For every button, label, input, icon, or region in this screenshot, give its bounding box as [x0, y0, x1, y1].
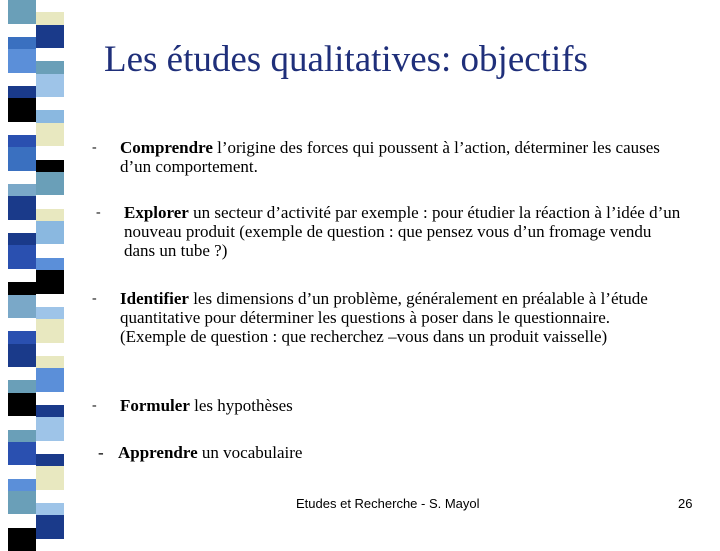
bullet-dash: -	[96, 205, 101, 220]
bullet-rest: les dimensions d’un problème, généralement en préalable à l’étude quantitative pour déterminer les questions à poser dans le questionnaire. (Exemple de question : que recherchez –vous dans un produit vaisselle)	[120, 289, 648, 346]
strip-block	[8, 147, 36, 171]
strip-block	[36, 221, 64, 245]
bullet-keyword: Explorer	[124, 203, 189, 222]
strip-block	[36, 172, 64, 196]
bullet-dash: -	[92, 140, 97, 155]
strip-block	[8, 49, 36, 73]
bullet-text	[124, 203, 684, 260]
strip-block	[36, 515, 64, 539]
strip-block	[8, 344, 36, 368]
footer-text: Etudes et Recherche - S. Mayol	[296, 496, 480, 511]
strip-block	[8, 393, 36, 417]
bullet-keyword: Identifier	[120, 289, 189, 308]
bullet-keyword: Formuler	[120, 396, 190, 415]
page-number: 26	[678, 496, 693, 511]
decorative-color-strip	[0, 0, 70, 540]
strip-block	[36, 270, 64, 294]
strip-block	[36, 319, 64, 343]
strip-block	[8, 98, 36, 122]
bullet-text	[118, 443, 678, 462]
bullet-keyword: Apprendre	[118, 443, 198, 462]
bullet-dash: -	[98, 443, 104, 462]
slide-title: Les études qualitatives: objectifs	[104, 39, 588, 80]
strip-block	[36, 74, 64, 98]
strip-block	[8, 442, 36, 466]
bullet-rest: un vocabulaire	[197, 443, 303, 462]
strip-block	[36, 123, 64, 147]
strip-block	[36, 25, 64, 49]
bullet-rest: les hypothèses	[189, 396, 293, 415]
strip-block	[8, 491, 36, 515]
bullet-dash: -	[92, 291, 97, 306]
strip-block	[8, 528, 36, 551]
bullet-text	[120, 396, 680, 415]
strip-block	[8, 245, 36, 269]
bullet-dash: -	[92, 398, 97, 413]
bullet-text	[120, 138, 680, 176]
strip-block	[36, 417, 64, 441]
bullet-rest: un secteur d’activité par exemple : pour étudier la réaction à l’idée d’un nouveau produit (exemple de question : que pensez vous d’un fromage vendu dans un tube ?)	[124, 203, 681, 260]
bullet-keyword: Comprendre	[120, 138, 213, 157]
strip-block	[36, 368, 64, 392]
strip-block	[8, 295, 36, 319]
bullet-rest: l’origine des forces qui poussent à l’action, déterminer les causes d’un comportement.	[120, 138, 660, 176]
strip-block	[36, 466, 64, 490]
bullet-text	[120, 289, 680, 346]
strip-block	[8, 196, 36, 220]
strip-block	[8, 0, 36, 24]
